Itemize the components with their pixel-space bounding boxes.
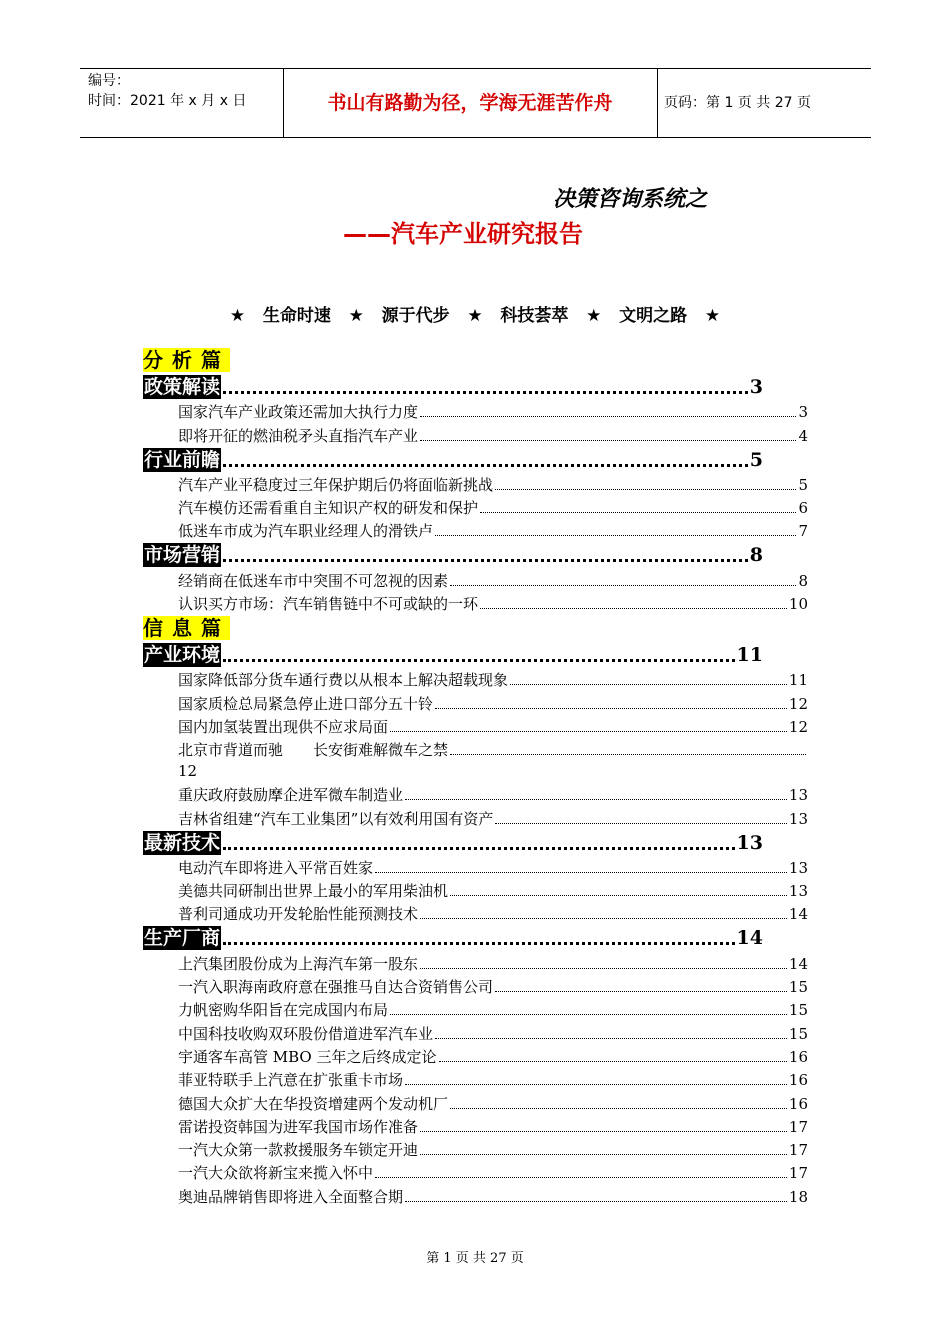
toc-item-page: 5 [798, 475, 808, 494]
toc-item-page: 12 [788, 694, 808, 713]
toc-part-heading [143, 616, 808, 641]
toc-item-title: 普利司通成功开发轮胎性能预测技术 [178, 905, 419, 924]
toc-leader-dots [495, 489, 796, 490]
toc-section-page: 8 [749, 544, 763, 567]
toc-section-entry[interactable] [143, 829, 763, 855]
toc-leader-dots [480, 608, 787, 609]
toc-leader-dots [435, 535, 796, 536]
toc-item-page: 13 [788, 809, 808, 828]
toc-item-page: 7 [798, 522, 808, 541]
toc-leader-dots [405, 1201, 787, 1202]
toc-section-page: 13 [736, 831, 763, 854]
page-header [80, 68, 871, 138]
toc-item-page: 17 [788, 1164, 808, 1183]
toc-item[interactable] [178, 974, 808, 997]
toc-item[interactable] [178, 997, 808, 1020]
toc-item-title: 德国大众扩大在华投资增建两个发动机厂 [178, 1094, 449, 1113]
toc-section-page: 11 [736, 644, 763, 667]
toc-part-label: 分析篇 [143, 348, 230, 372]
toc-item[interactable] [178, 567, 808, 590]
toc-item-page: 11 [788, 671, 808, 690]
toc-item[interactable] [178, 1044, 808, 1067]
toc-leader-dots [439, 1061, 787, 1062]
toc-leader-dots [495, 991, 787, 992]
toc-leader-dots [420, 918, 787, 919]
toc-item-title: 上汽集团股份成为上海汽车第一股东 [178, 954, 419, 973]
toc-item[interactable] [178, 518, 808, 541]
toc-item-title: 国家质检总局紧急停止进口部分五十铃 [178, 694, 434, 713]
toc-item-title: 一汽大众第一款救援服务车锁定开迪 [178, 1141, 419, 1160]
page-footer: 第 1 页 共 27 页 [426, 1251, 524, 1266]
toc-item[interactable] [178, 855, 808, 878]
toc-item-page: 17 [788, 1117, 808, 1136]
toc-item-page: 18 [788, 1187, 808, 1206]
toc-item-title: 即将开征的燃油税矛头直指汽车产业 [178, 426, 419, 445]
toc-item-page: 10 [788, 595, 808, 614]
toc-section-page: 3 [749, 376, 763, 398]
toc-item-page: 8 [798, 571, 808, 590]
toc-section-entry[interactable] [143, 924, 763, 950]
toc-item-page: 12 [788, 717, 808, 736]
toc-item[interactable] [178, 1114, 808, 1137]
toc-item[interactable] [178, 690, 808, 713]
toc-leader-dots [435, 708, 787, 709]
toc-item[interactable] [178, 591, 808, 614]
toc-item[interactable] [178, 901, 808, 924]
toc-section-page: 5 [749, 448, 763, 471]
toc-leader-dots [223, 847, 735, 850]
toc-leader-dots [450, 754, 806, 755]
toc-item-page: 13 [788, 786, 808, 805]
toc-item-title: 认识买方市场：汽车销售链中不可或缺的一环 [178, 595, 479, 614]
toc-item-page: 15 [788, 1001, 808, 1020]
toc-section-entry[interactable] [143, 541, 763, 567]
toc-item-title: 一汽大众欲将新宝来揽入怀中 [178, 1164, 374, 1183]
toc-leader-dots [435, 1038, 787, 1039]
toc-item[interactable] [178, 878, 808, 901]
toc-item[interactable] [178, 495, 808, 518]
toc-item-title: 菲亚特联手上汽意在扩张重卡市场 [178, 1071, 404, 1090]
toc-item[interactable] [178, 1067, 808, 1090]
toc-item-title: 中国科技收购双环股份借道进军汽车业 [178, 1024, 434, 1043]
toc-leader-dots [420, 416, 796, 417]
toc-leader-dots [495, 823, 787, 824]
toc-item-title: 国内加氢装置出现供不应求局面 [178, 717, 389, 736]
toc-item[interactable] [178, 737, 808, 782]
serial-number: 编号： [88, 73, 130, 89]
toc-section-label: 产业环境 [144, 644, 221, 667]
toc-item[interactable] [178, 1090, 808, 1113]
toc-item-page: 6 [798, 499, 808, 518]
toc-item-title: 美德共同研制出世界上最小的军用柴油机 [178, 882, 449, 901]
toc-leader-dots [405, 1084, 787, 1085]
toc-section-label: 市场营销 [144, 544, 221, 567]
toc-section-label: 最新技术 [144, 831, 221, 854]
toc-leader-dots [375, 872, 787, 873]
toc-leader-dots [450, 1108, 787, 1109]
toc-item-title: 宇通客车高管 MBO 三年之后终成定论 [178, 1047, 437, 1066]
toc-item-title: 汽车产业平稳度过三年保护期后仍将面临新挑战 [178, 475, 494, 494]
report-title-line2: ——汽车产业研究报告 [343, 220, 583, 248]
toc-item-title: 低迷车市成为汽车职业经理人的滑铁卢 [178, 522, 434, 541]
toc-item[interactable] [178, 1183, 808, 1206]
toc-part-label: 信息篇 [143, 616, 230, 641]
toc-item[interactable] [178, 782, 808, 805]
toc-item[interactable] [178, 1137, 808, 1160]
toc-item[interactable] [178, 950, 808, 973]
toc-item-page: 13 [788, 882, 808, 901]
toc-leader-dots [420, 1154, 787, 1155]
toc-leader-dots [420, 440, 796, 441]
toc-leader-dots [390, 731, 787, 732]
toc-section-label: 政策解读 [144, 376, 221, 398]
toc-leader-dots [405, 799, 787, 800]
toc-item-title: 奥迪品牌销售即将进入全面整合期 [178, 1187, 404, 1206]
toc-leader-dots [223, 559, 748, 562]
toc-section-entry[interactable] [143, 373, 763, 399]
toc-item-page: 13 [788, 858, 808, 877]
toc-item-title: 一汽入职海南政府意在强推马自达合资销售公司 [178, 978, 494, 997]
toc-leader-dots [450, 585, 796, 586]
header-page-info: 页码：第 1 页 共 27 页 [664, 95, 811, 111]
header-motto: 书山有路勤为径，学海无涯苦作舟 [327, 92, 613, 114]
toc-item-title: 力帆密购华阳旨在完成国内布局 [178, 1001, 389, 1020]
toc-item[interactable] [178, 805, 808, 828]
toc-leader-dots [480, 512, 796, 513]
table-of-contents [143, 346, 808, 1207]
toc-section-entry[interactable] [143, 446, 763, 472]
report-title-line1: 决策咨询系统之 [553, 186, 708, 212]
slogan: ★ 生命时速 ★ 源于代步 ★ 科技荟萃 ★ 文明之路 ★ [229, 306, 721, 326]
toc-item-page: 16 [788, 1047, 808, 1066]
toc-item-page: 12 [178, 761, 198, 780]
toc-item[interactable] [178, 714, 808, 737]
toc-item[interactable] [178, 399, 808, 422]
toc-leader-dots [510, 684, 787, 685]
toc-section-label: 生产厂商 [144, 927, 221, 950]
toc-item-title: 吉林省组建“汽车工业集团”以有效利用国有资产 [178, 809, 494, 828]
toc-item-page: 4 [798, 426, 808, 445]
toc-section-label: 行业前瞻 [144, 448, 221, 471]
toc-item-title: 北京市背道而驰 长安街难解微车之禁 [178, 740, 449, 759]
toc-item[interactable] [178, 1020, 808, 1043]
header-date: 时间：2021 年 x 月 x 日 [88, 93, 247, 109]
toc-item-page: 16 [788, 1094, 808, 1113]
toc-item-title: 雷诺投资韩国为进军我国市场作准备 [178, 1117, 419, 1136]
toc-item-page: 14 [788, 905, 808, 924]
toc-part-heading [143, 348, 808, 373]
toc-section-page: 14 [736, 927, 763, 950]
toc-item[interactable] [178, 1160, 808, 1183]
toc-item-page: 17 [788, 1141, 808, 1160]
toc-leader-dots [223, 391, 748, 394]
toc-leader-dots [223, 464, 748, 467]
toc-item-page: 15 [788, 1024, 808, 1043]
toc-item-title: 重庆政府鼓励摩企进军微车制造业 [178, 786, 404, 805]
toc-item-title: 国家降低部分货车通行费以从根本上解决超载现象 [178, 671, 509, 690]
toc-section-entry[interactable] [143, 641, 763, 667]
toc-leader-dots [420, 968, 787, 969]
toc-leader-dots [223, 942, 735, 945]
toc-item-title: 国家汽车产业政策还需加大执行力度 [178, 403, 419, 422]
header-divider [657, 69, 658, 137]
toc-item[interactable] [178, 667, 808, 690]
toc-item[interactable] [178, 422, 808, 445]
toc-item-title: 电动汽车即将进入平常百姓家 [178, 858, 374, 877]
toc-item-page: 16 [788, 1071, 808, 1090]
toc-item-page: 14 [788, 954, 808, 973]
toc-item-title: 经销商在低迷车市中突围不可忽视的因素 [178, 571, 449, 590]
toc-item-title: 汽车模仿还需看重自主知识产权的研发和保护 [178, 499, 479, 518]
toc-leader-dots [223, 659, 735, 662]
toc-item-page: 3 [798, 403, 808, 422]
header-meta [88, 71, 246, 111]
toc-leader-dots [420, 1131, 787, 1132]
toc-leader-dots [390, 1014, 787, 1015]
toc-leader-dots [375, 1177, 787, 1178]
toc-leader-dots [450, 895, 787, 896]
toc-item[interactable] [178, 472, 808, 495]
toc-item-page: 15 [788, 978, 808, 997]
